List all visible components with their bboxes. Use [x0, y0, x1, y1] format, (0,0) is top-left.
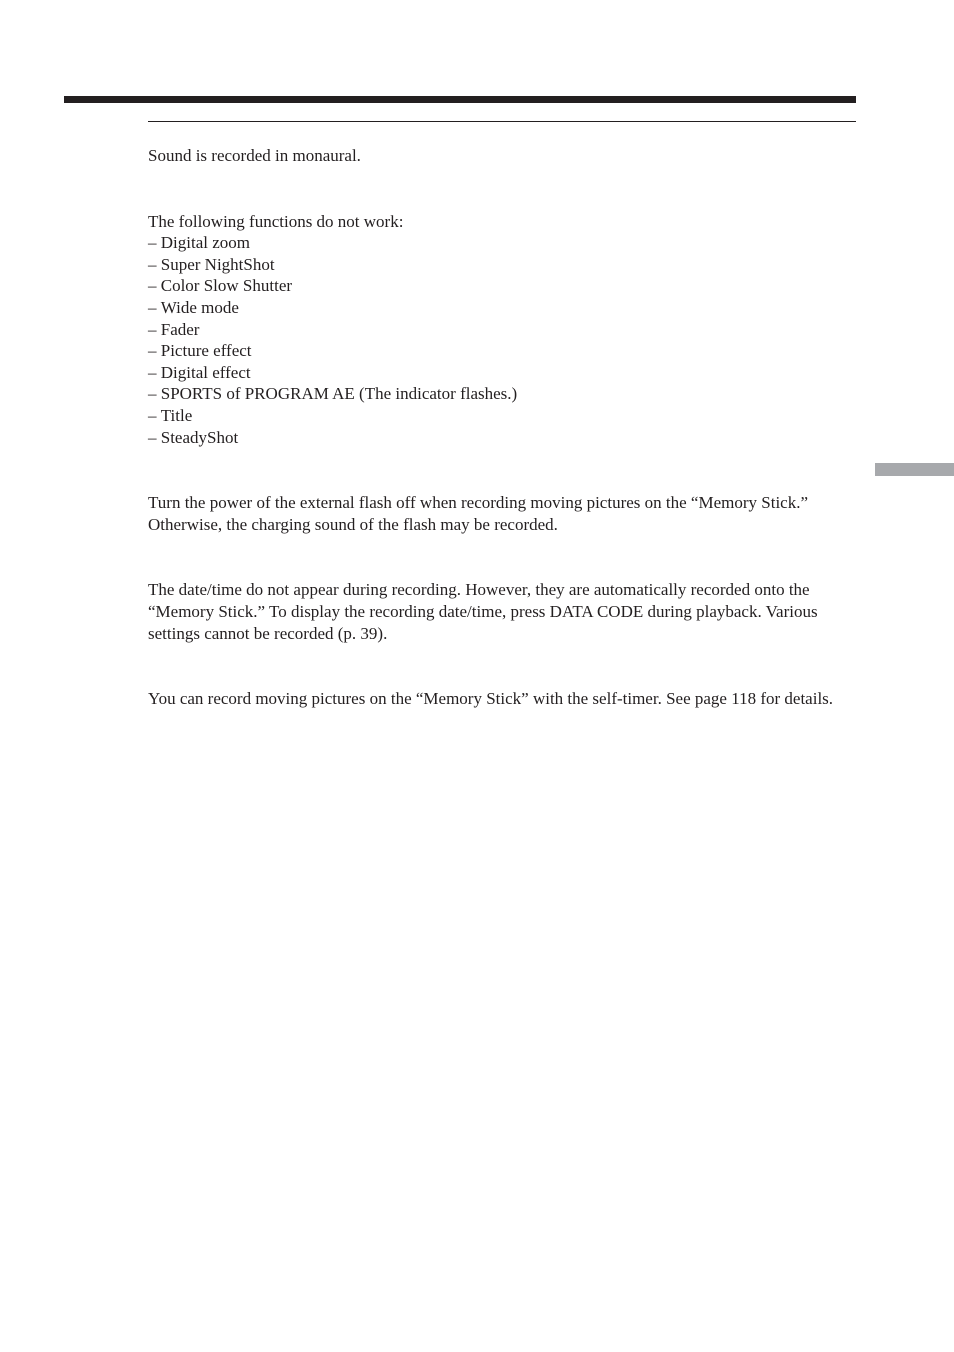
note-datetime	[148, 579, 848, 644]
chapter-side-tab	[875, 463, 954, 476]
list-item: – Wide mode	[148, 297, 848, 319]
list-item: – Picture effect	[148, 340, 848, 362]
list-item: – Super NightShot	[148, 254, 848, 276]
note-sound	[148, 145, 848, 167]
note-self-timer-text: You can record moving pictures on the “Memory Stick” with the self-timer. See page 118 for details.	[148, 689, 834, 709]
note-flash-text: Turn the power of the external flash off when recording moving pictures on the “Memory Stick.” Otherwise, the charging sound of the flash may be recorded.	[148, 493, 809, 534]
list-item: – SPORTS of PROGRAM AE (The indicator flashes.)	[148, 383, 848, 405]
header-thick-rule	[64, 96, 856, 103]
list-item: – Fader	[148, 319, 848, 341]
note-self-timer	[148, 688, 848, 710]
list-item: – Digital effect	[148, 362, 848, 384]
note-sound-text: Sound is recorded in monaural.	[148, 146, 361, 165]
header-thin-rule	[148, 121, 856, 122]
note-flash	[148, 492, 848, 535]
note-functions-intro: The following functions do not work:	[148, 211, 404, 231]
list-item: – Color Slow Shutter	[148, 275, 848, 297]
list-item: – SteadyShot	[148, 427, 848, 449]
disabled-functions-list	[148, 232, 848, 448]
note-datetime-text: The date/time do not appear during recording. However, they are automatically recorded onto the “Memory Stick.” To display the recording date/time, press DATA CODE during playback. Various settings cannot be recorded (p. 39).	[148, 580, 818, 643]
list-item: – Digital zoom	[148, 232, 848, 254]
list-item: – Title	[148, 405, 848, 427]
note-functions	[148, 211, 848, 449]
page-content	[148, 145, 848, 754]
